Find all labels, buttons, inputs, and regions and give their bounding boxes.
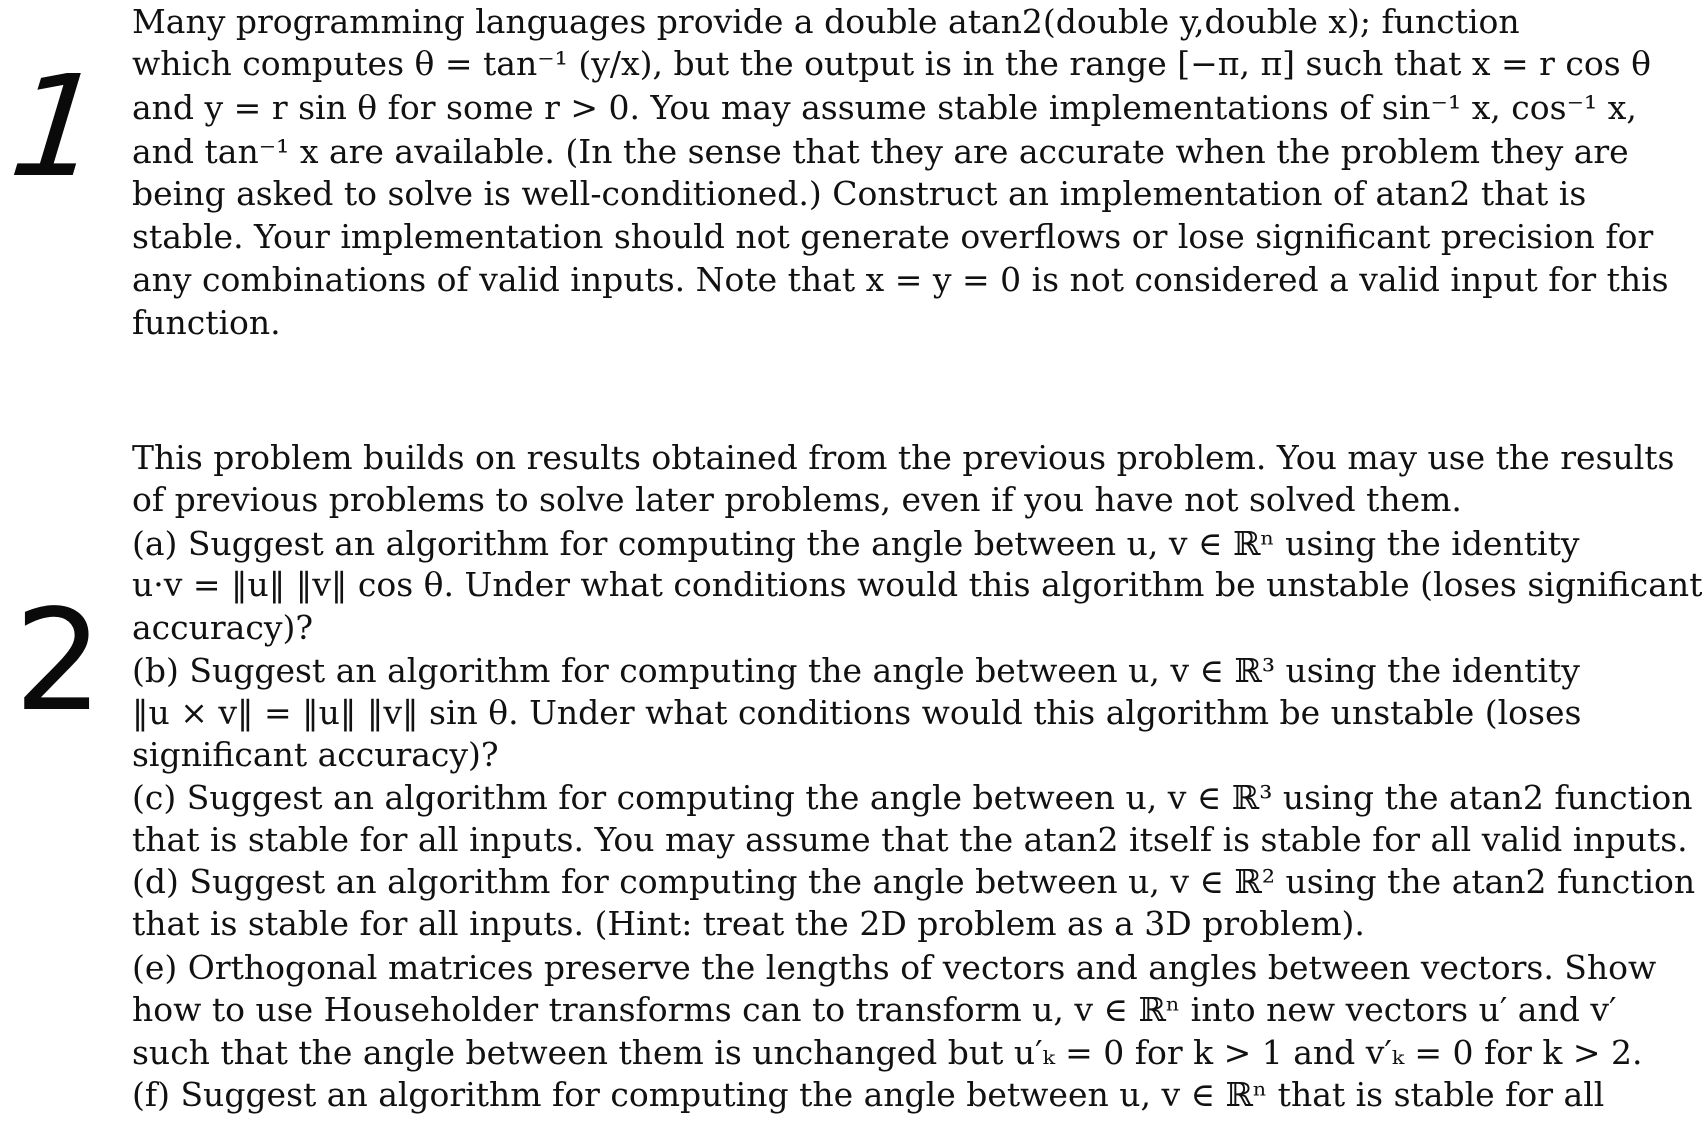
p2-line: (c) Suggest an algorithm for computing the angle between u, v ∈ ℝ³ using the atan2 function xyxy=(132,778,1693,817)
p2-line: (e) Orthogonal matrices preserve the lengths of vectors and angles between vectors. Show xyxy=(132,948,1657,987)
p2-line: that is stable for all inputs. (Hint: treat the 2D problem as a 3D problem). xyxy=(132,904,1365,943)
p2-line: u·v = ‖u‖ ‖v‖ cos θ. Under what conditions would this algorithm be unstable (loses significant xyxy=(132,565,1702,604)
p1-line: which computes θ = tan⁻¹ (y/x), but the output is in the range [−π, π] such that x = r cos θ xyxy=(132,44,1652,83)
p1-line: any combinations of valid inputs. Note that x = y = 0 is not considered a valid input for this xyxy=(132,260,1669,299)
problem-2-number: 2 xyxy=(14,580,104,743)
p2-line: significant accuracy)? xyxy=(132,735,499,774)
p2-line: (a) Suggest an algorithm for computing the angle between u, v ∈ ℝⁿ using the identity xyxy=(132,524,1580,563)
p2-line: accuracy)? xyxy=(132,608,314,647)
p2-line: that is stable for all inputs. You may assume that the atan2 itself is stable for all valid inputs. xyxy=(132,820,1688,859)
p2-line: (d) Suggest an algorithm for computing the angle between u, v ∈ ℝ² using the atan2 function xyxy=(132,862,1696,901)
p1-line: stable. Your implementation should not generate overflows or lose significant precision for xyxy=(132,217,1654,256)
p1-line: being asked to solve is well-conditioned.) Construct an implementation of atan2 that is xyxy=(132,174,1587,213)
p2-line: (f) Suggest an algorithm for computing the angle between u, v ∈ ℝⁿ that is stable for all xyxy=(132,1075,1605,1114)
p1-line: and tan⁻¹ x are available. (In the sense that they are accurate when the problem they are xyxy=(132,132,1629,171)
p2-line: how to use Householder transforms can to transform u, v ∈ ℝⁿ into new vectors u′ and v′ xyxy=(132,990,1617,1029)
p2-line: ‖u × v‖ = ‖u‖ ‖v‖ sin θ. Under what conditions would this algorithm be unstable (loses xyxy=(132,693,1582,732)
p2-line: (b) Suggest an algorithm for computing the angle between u, v ∈ ℝ³ using the identity xyxy=(132,651,1580,690)
p2-line: such that the angle between them is unchanged but u′ₖ = 0 for k > 1 and v′ₖ = 0 for k > 2. xyxy=(132,1033,1643,1072)
p1-line: Many programming languages provide a double atan2(double y,double x); function xyxy=(132,2,1520,41)
p1-line: and y = r sin θ for some r > 0. You may assume stable implementations of sin⁻¹ x, cos⁻¹ x, xyxy=(132,88,1637,127)
p2-line: This problem builds on results obtained from the previous problem. You may use the results xyxy=(132,438,1675,477)
problem-1-number: 1 xyxy=(3,46,110,209)
p2-line: of previous problems to solve later problems, even if you have not solved them. xyxy=(132,480,1462,519)
p1-line: function. xyxy=(132,303,281,342)
